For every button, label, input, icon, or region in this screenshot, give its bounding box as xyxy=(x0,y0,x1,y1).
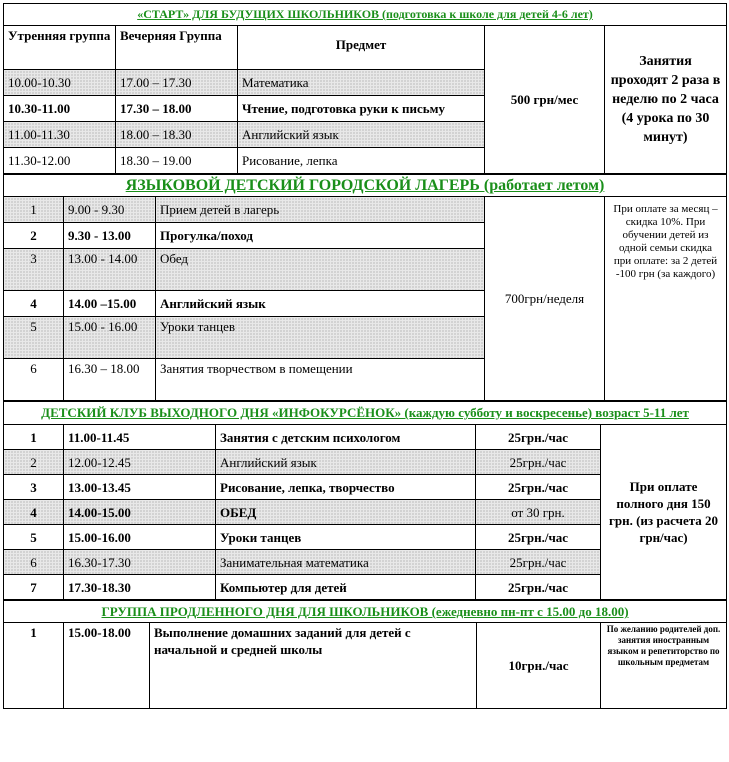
club-row-2-activity: Английский язык xyxy=(216,450,476,475)
start-row-2-morning: 10.30-11.00 xyxy=(4,96,116,122)
club-row-1-time: 11.00-11.45 xyxy=(64,425,216,450)
club-row-3-number: 3 xyxy=(4,475,64,500)
camp-row-6-number: 6 xyxy=(4,359,64,401)
camp-row-3-activity: Обед xyxy=(156,249,485,291)
camp-row-1-number: 1 xyxy=(4,197,64,223)
after-school-note: По желанию родителей доп. занятия иностранным языком и репетиторство по школьным предметам xyxy=(601,623,727,709)
after-school-time: 15.00-18.00 xyxy=(64,623,150,709)
after-school-activity: Выполнение домашних заданий для детей с начальной и средней школы xyxy=(150,623,477,709)
club-row-2-price: 25грн./час xyxy=(476,450,601,475)
club-note: При оплате полного дня 150 грн. (из расчета 20 грн/час) xyxy=(601,425,727,600)
start-price: 500 грн/мес xyxy=(485,26,605,174)
camp-row-5-activity: Уроки танцев xyxy=(156,317,485,359)
club-row-3-time: 13.00-13.45 xyxy=(64,475,216,500)
camp-row-3-number: 3 xyxy=(4,249,64,291)
col-morning-header: Утренняя группа xyxy=(4,26,116,70)
camp-row-4-activity: Английский язык xyxy=(156,291,485,317)
club-row-5-time: 15.00-16.00 xyxy=(64,525,216,550)
club-row-1-price: 25грн./час xyxy=(476,425,601,450)
start-section-title: «СТАРТ» ДЛЯ БУДУЩИХ ШКОЛЬНИКОВ (подготовка к школе для детей 4-6 лет) xyxy=(4,4,727,26)
club-row-4-activity: ОБЕД xyxy=(216,500,476,525)
weekend-club-title: ДЕТСКИЙ КЛУБ ВЫХОДНОГО ДНЯ «ИНФОКУРСЁНОК» (каждую субботу и воскресенье) возраст 5-11 лет xyxy=(4,402,727,425)
camp-row-5-time: 15.00 - 16.00 xyxy=(64,317,156,359)
club-row-1-number: 1 xyxy=(4,425,64,450)
start-row-1-evening: 17.00 – 17.30 xyxy=(116,70,238,96)
camp-row-3-time: 13.00 - 14.00 xyxy=(64,249,156,291)
start-row-4-morning: 11.30-12.00 xyxy=(4,148,116,174)
club-row-6-price: 25грн./час xyxy=(476,550,601,575)
camp-row-2-number: 2 xyxy=(4,223,64,249)
camp-row-6-activity: Занятия творчеством в помещении xyxy=(156,359,485,401)
club-row-1-activity: Занятия с детским психологом xyxy=(216,425,476,450)
document-frame xyxy=(3,3,726,709)
camp-row-5-number: 5 xyxy=(4,317,64,359)
club-row-2-time: 12.00-12.45 xyxy=(64,450,216,475)
weekend-club-table xyxy=(3,401,727,600)
club-row-3-activity: Рисование, лепка, творчество xyxy=(216,475,476,500)
camp-price: 700грн/неделя xyxy=(485,197,605,401)
start-section-table xyxy=(3,3,727,174)
after-school-number: 1 xyxy=(4,623,64,709)
camp-row-4-time: 14.00 –15.00 xyxy=(64,291,156,317)
club-row-7-number: 7 xyxy=(4,575,64,600)
club-row-7-activity: Компьютер для детей xyxy=(216,575,476,600)
start-row-3-subject: Английский язык xyxy=(238,122,485,148)
camp-row-2-activity: Прогулка/поход xyxy=(156,223,485,249)
club-row-6-activity: Занимательная математика xyxy=(216,550,476,575)
club-row-7-time: 17.30-18.30 xyxy=(64,575,216,600)
club-row-6-time: 16.30-17.30 xyxy=(64,550,216,575)
club-row-3-price: 25грн./час xyxy=(476,475,601,500)
club-row-5-number: 5 xyxy=(4,525,64,550)
after-school-title: ГРУППА ПРОДЛЕННОГО ДНЯ ДЛЯ ШКОЛЬНИКОВ (ежедневно пн-пт с 15.00 до 18.00) xyxy=(4,601,727,623)
camp-row-6-time: 16.30 – 18.00 xyxy=(64,359,156,401)
after-school-price: 10грн./час xyxy=(477,623,601,709)
start-row-3-morning: 11.00-11.30 xyxy=(4,122,116,148)
start-row-2-subject: Чтение, подготовка руки к письму xyxy=(238,96,485,122)
start-row-1-morning: 10.00-10.30 xyxy=(4,70,116,96)
club-row-2-number: 2 xyxy=(4,450,64,475)
start-row-2-evening: 17.30 – 18.00 xyxy=(116,96,238,122)
club-row-4-time: 14.00-15.00 xyxy=(64,500,216,525)
camp-note: При оплате за месяц – скидка 10%. При обучении детей из одной семьи скидка при оплате: за 2 детей -100 грн (за каждого) xyxy=(605,197,727,401)
start-row-1-subject: Математика xyxy=(238,70,485,96)
club-row-5-activity: Уроки танцев xyxy=(216,525,476,550)
camp-row-1-time: 9.00 - 9.30 xyxy=(64,197,156,223)
after-school-table xyxy=(3,600,727,709)
start-row-3-evening: 18.00 – 18.30 xyxy=(116,122,238,148)
start-note: Занятия проходят 2 раза в неделю по 2 часа (4 урока по 30 минут) xyxy=(605,26,727,174)
club-row-7-price: 25грн./час xyxy=(476,575,601,600)
start-row-4-subject: Рисование, лепка xyxy=(238,148,485,174)
camp-row-4-number: 4 xyxy=(4,291,64,317)
col-evening-header: Вечерняя Группа xyxy=(116,26,238,70)
camp-section-table xyxy=(3,174,727,401)
camp-row-1-activity: Прием детей в лагерь xyxy=(156,197,485,223)
start-row-4-evening: 18.30 – 19.00 xyxy=(116,148,238,174)
club-row-5-price: 25грн./час xyxy=(476,525,601,550)
club-row-4-price: от 30 грн. xyxy=(476,500,601,525)
camp-section-title: ЯЗЫКОВОЙ ДЕТСКИЙ ГОРОДСКОЙ ЛАГЕРЬ (работает летом) xyxy=(4,175,727,197)
col-subject-header: Предмет xyxy=(238,26,485,70)
club-row-4-number: 4 xyxy=(4,500,64,525)
club-row-6-number: 6 xyxy=(4,550,64,575)
camp-row-2-time: 9.30 - 13.00 xyxy=(64,223,156,249)
